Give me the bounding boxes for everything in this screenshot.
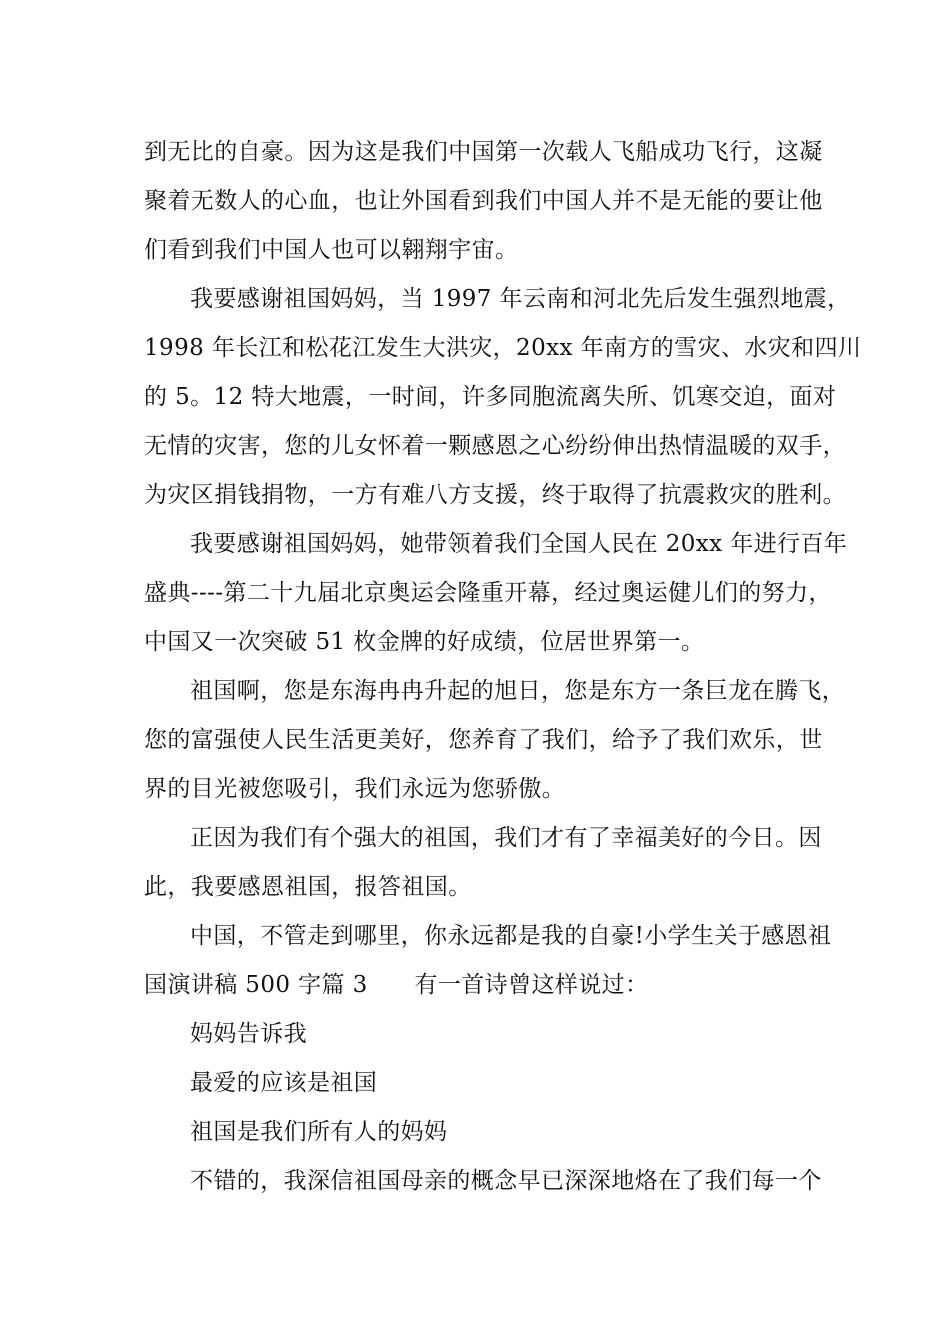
paragraph (144, 667, 846, 814)
text-line: 我要感谢祖国妈妈，她带领着我们全国人民在 20xx 年进行百年 (190, 531, 848, 557)
text-line: 到无比的自豪。因为这是我们中国第一次载人飞船成功飞行，这凝 (144, 139, 823, 165)
text-line: 正因为我们有个强大的祖国，我们才有了幸福美好的今日。因 (190, 825, 822, 851)
text-line: 们看到我们中国人也可以翱翔宇宙。 (144, 237, 519, 263)
poem-line (144, 1108, 824, 1157)
text-line: 祖国啊，您是东海冉冉升起的旭日，您是东方一条巨龙在腾飞， (190, 678, 846, 704)
text-line: 此，我要感恩祖国，报答祖国。 (144, 874, 472, 900)
text-line: 最爱的应该是祖国 (190, 1070, 378, 1096)
text-line: 界的目光被您吸引，我们永远为您骄傲。 (144, 776, 566, 802)
text-line: 妈妈告诉我 (190, 1021, 307, 1047)
text-line: 聚着无数人的心血，也让外国看到我们中国人并不是无能的要让他 (144, 188, 823, 214)
paragraph (144, 128, 824, 275)
text-line: 盛典----第二十九届北京奥运会隆重开幕，经过奥运健儿们的努力， (144, 580, 832, 606)
text-line: 中国又一次突破 51 枚金牌的好成绩，位居世界第一。 (144, 629, 705, 655)
poem-line (144, 1059, 824, 1108)
poem-line (144, 1010, 824, 1059)
paragraph (144, 275, 862, 520)
text-line: 不错的，我深信祖国母亲的概念早已深深地烙在了我们每一个 (190, 1168, 822, 1194)
text-line: 我要感谢祖国妈妈，当 1997 年云南和河北先后发生强烈地震， (190, 286, 851, 312)
paragraph (144, 814, 824, 912)
text-line: 为灾区捐钱捐物，一方有难八方支援，终于取得了抗震救灾的胜利。 (144, 482, 846, 508)
text-line: 无情的灾害，您的儿女怀着一颗感恩之心纷纷伸出热情温暖的双手， (144, 433, 846, 459)
text-line: 的 5。12 特大地震，一时间，许多同胞流离失所、饥寒交迫，面对 (144, 384, 837, 410)
text-line: 国演讲稿 500 字篇 3 有一首诗曾这样说过： (144, 972, 649, 998)
text-line: 中国，不管走到哪里，你永远都是我的自豪!小学生关于感恩祖 (190, 923, 832, 949)
body-text (144, 128, 862, 1206)
paragraph (144, 1157, 824, 1206)
paragraph (144, 912, 832, 1010)
text-line: 您的富强使人民生活更美好，您养育了我们，给予了我们欢乐，世 (144, 727, 823, 753)
paragraph (144, 520, 848, 667)
text-line: 1998 年长江和松花江发生大洪灾，20xx 年南方的雪灾、水灾和四川 (144, 335, 862, 361)
text-line: 祖国是我们所有人的妈妈 (190, 1119, 448, 1145)
